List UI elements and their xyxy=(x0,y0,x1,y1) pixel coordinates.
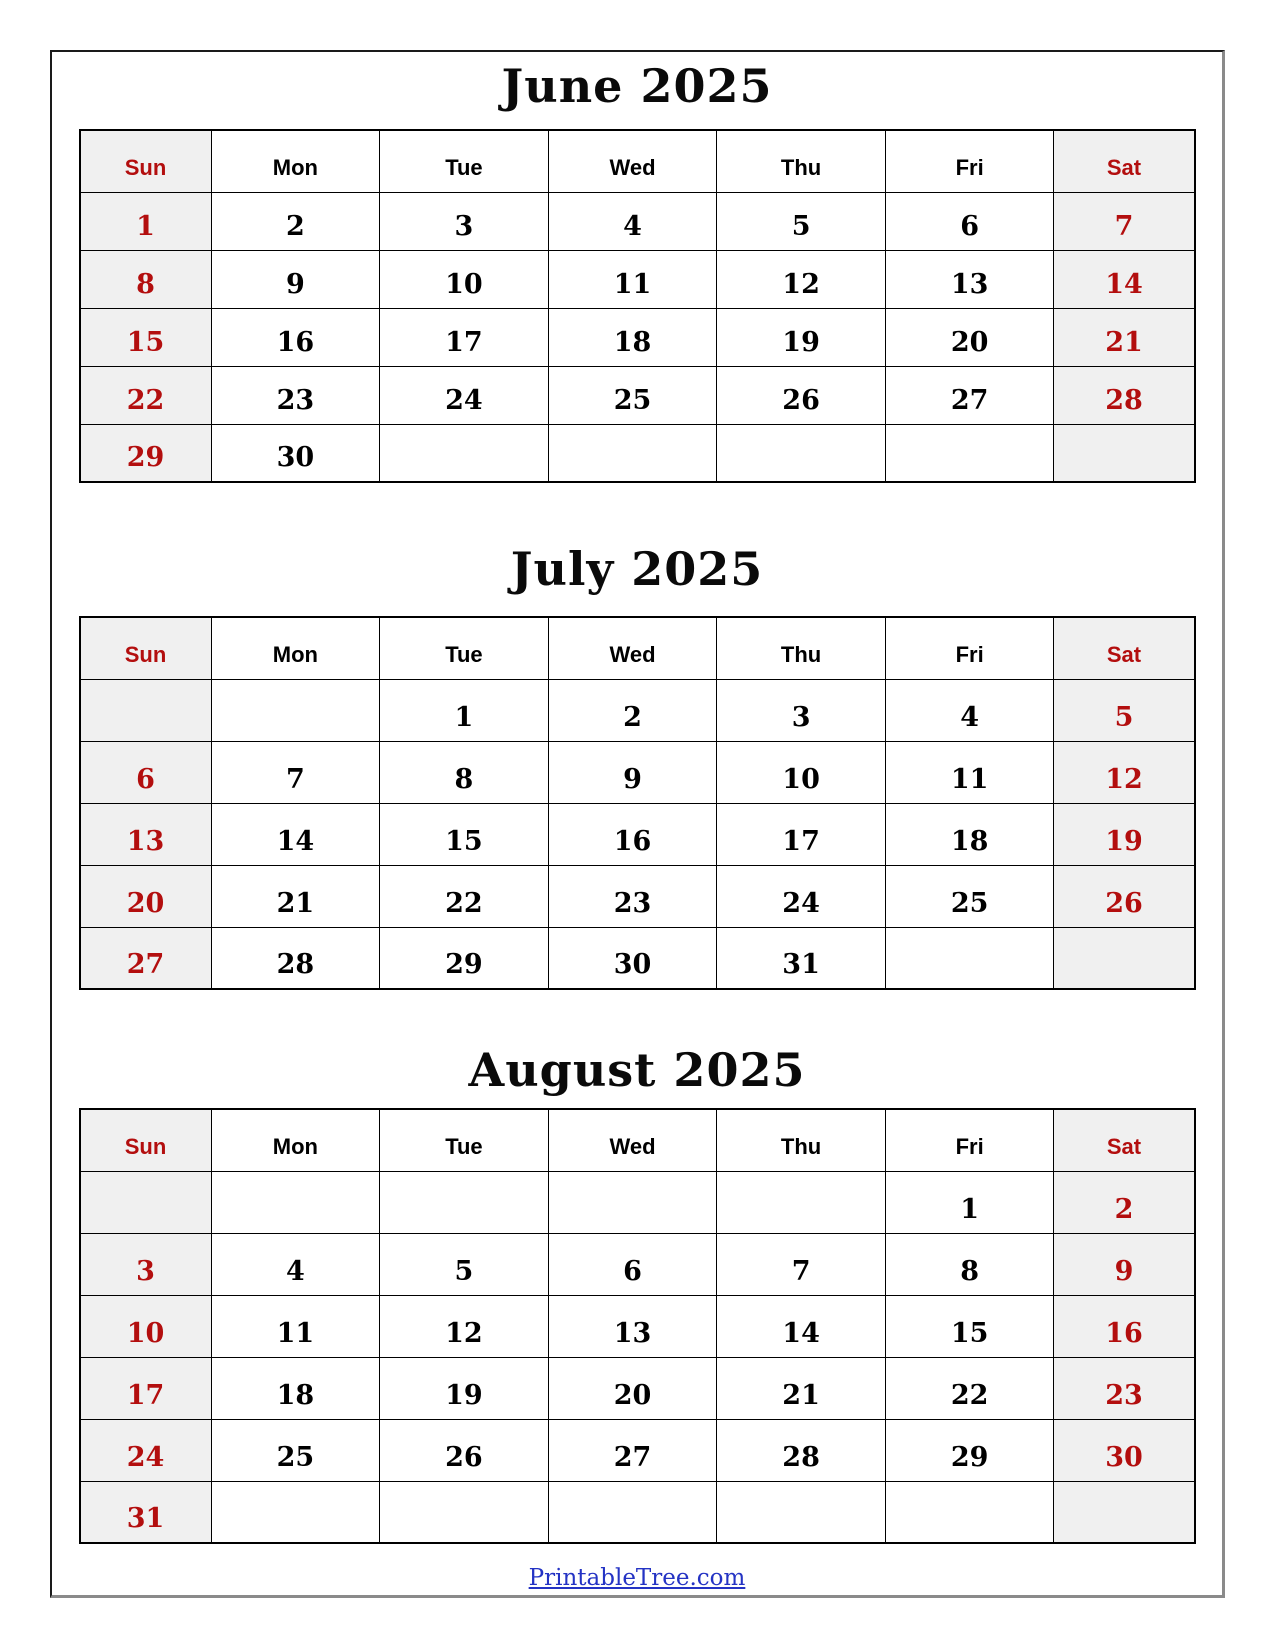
day-cell: 19 xyxy=(717,308,886,366)
day-cell: 30 xyxy=(548,927,717,989)
day-cell: 16 xyxy=(1054,1295,1195,1357)
month-title-august: August 2025 xyxy=(468,1043,806,1097)
day-cell: 2 xyxy=(1054,1171,1195,1233)
day-cell: 23 xyxy=(1054,1357,1195,1419)
weekday-header: Thu xyxy=(717,1109,886,1171)
empty-day-cell xyxy=(548,424,717,482)
weekday-header: Tue xyxy=(380,1109,549,1171)
july-calendar-table xyxy=(79,616,1196,990)
week-row xyxy=(80,1481,1195,1543)
day-cell: 4 xyxy=(885,679,1054,741)
week-row xyxy=(80,1295,1195,1357)
weekday-header-row xyxy=(80,130,1195,192)
day-cell: 7 xyxy=(717,1233,886,1295)
week-row xyxy=(80,865,1195,927)
empty-day-cell xyxy=(885,927,1054,989)
empty-day-cell xyxy=(885,424,1054,482)
day-cell: 28 xyxy=(1054,366,1195,424)
empty-day-cell xyxy=(1054,927,1195,989)
week-row xyxy=(80,1357,1195,1419)
empty-day-cell xyxy=(1054,424,1195,482)
day-cell: 1 xyxy=(80,192,212,250)
day-cell: 23 xyxy=(548,865,717,927)
weekday-header: Fri xyxy=(885,1109,1054,1171)
day-cell: 12 xyxy=(717,250,886,308)
day-cell: 18 xyxy=(548,308,717,366)
day-cell: 27 xyxy=(80,927,212,989)
empty-day-cell xyxy=(80,1171,212,1233)
week-row xyxy=(80,741,1195,803)
day-cell: 21 xyxy=(717,1357,886,1419)
weekday-header: Wed xyxy=(548,1109,717,1171)
day-cell: 3 xyxy=(380,192,549,250)
week-row xyxy=(80,192,1195,250)
day-cell: 14 xyxy=(717,1295,886,1357)
weekday-header: Fri xyxy=(885,130,1054,192)
day-cell: 6 xyxy=(80,741,212,803)
day-cell: 16 xyxy=(211,308,380,366)
day-cell: 14 xyxy=(211,803,380,865)
day-cell: 25 xyxy=(211,1419,380,1481)
day-cell: 26 xyxy=(380,1419,549,1481)
day-cell: 2 xyxy=(211,192,380,250)
weekday-header: Wed xyxy=(548,130,717,192)
week-row xyxy=(80,1171,1195,1233)
weekday-header: Sun xyxy=(80,130,212,192)
weekday-header: Mon xyxy=(211,130,380,192)
empty-day-cell xyxy=(380,1481,549,1543)
day-cell: 23 xyxy=(211,366,380,424)
day-cell: 4 xyxy=(211,1233,380,1295)
day-cell: 3 xyxy=(717,679,886,741)
empty-day-cell xyxy=(885,1481,1054,1543)
footer xyxy=(52,1562,1222,1594)
weekday-header: Sun xyxy=(80,617,212,679)
day-cell: 28 xyxy=(717,1419,886,1481)
day-cell: 17 xyxy=(80,1357,212,1419)
day-cell: 19 xyxy=(380,1357,549,1419)
day-cell: 29 xyxy=(380,927,549,989)
weekday-header-row xyxy=(80,617,1195,679)
weekday-header: Sat xyxy=(1054,1109,1195,1171)
day-cell: 10 xyxy=(80,1295,212,1357)
day-cell: 6 xyxy=(885,192,1054,250)
day-cell: 3 xyxy=(80,1233,212,1295)
day-cell: 28 xyxy=(211,927,380,989)
week-row xyxy=(80,803,1195,865)
empty-day-cell xyxy=(1054,1481,1195,1543)
day-cell: 27 xyxy=(548,1419,717,1481)
day-cell: 1 xyxy=(380,679,549,741)
day-cell: 26 xyxy=(717,366,886,424)
weekday-header: Mon xyxy=(211,1109,380,1171)
day-cell: 30 xyxy=(211,424,380,482)
empty-day-cell xyxy=(211,679,380,741)
day-cell: 6 xyxy=(548,1233,717,1295)
weekday-header: Wed xyxy=(548,617,717,679)
weekday-header: Thu xyxy=(717,130,886,192)
day-cell: 18 xyxy=(885,803,1054,865)
day-cell: 13 xyxy=(80,803,212,865)
empty-day-cell xyxy=(717,1171,886,1233)
day-cell: 8 xyxy=(80,250,212,308)
day-cell: 13 xyxy=(548,1295,717,1357)
day-cell: 7 xyxy=(211,741,380,803)
day-cell: 24 xyxy=(717,865,886,927)
day-cell: 17 xyxy=(380,308,549,366)
weekday-header: Sun xyxy=(80,1109,212,1171)
day-cell: 8 xyxy=(380,741,549,803)
week-row xyxy=(80,927,1195,989)
empty-day-cell xyxy=(548,1171,717,1233)
day-cell: 10 xyxy=(380,250,549,308)
day-cell: 18 xyxy=(211,1357,380,1419)
weekday-header: Tue xyxy=(380,130,549,192)
empty-day-cell xyxy=(380,1171,549,1233)
day-cell: 7 xyxy=(1054,192,1195,250)
printabletree-link[interactable]: PrintableTree.com xyxy=(528,1565,746,1591)
day-cell: 5 xyxy=(717,192,886,250)
weekday-header: Tue xyxy=(380,617,549,679)
day-cell: 2 xyxy=(548,679,717,741)
day-cell: 22 xyxy=(80,366,212,424)
empty-day-cell xyxy=(548,1481,717,1543)
august-calendar-table xyxy=(79,1108,1196,1544)
day-cell: 5 xyxy=(380,1233,549,1295)
weekday-header: Fri xyxy=(885,617,1054,679)
day-cell: 8 xyxy=(885,1233,1054,1295)
page-border-frame xyxy=(50,50,1225,1598)
weekday-header: Sat xyxy=(1054,130,1195,192)
day-cell: 4 xyxy=(548,192,717,250)
week-row xyxy=(80,1233,1195,1295)
day-cell: 25 xyxy=(885,865,1054,927)
day-cell: 25 xyxy=(548,366,717,424)
day-cell: 31 xyxy=(717,927,886,989)
week-row xyxy=(80,424,1195,482)
month-title-july: July 2025 xyxy=(510,542,764,596)
day-cell: 15 xyxy=(80,308,212,366)
day-cell: 15 xyxy=(380,803,549,865)
empty-day-cell xyxy=(211,1481,380,1543)
day-cell: 20 xyxy=(80,865,212,927)
day-cell: 30 xyxy=(1054,1419,1195,1481)
weekday-header: Sat xyxy=(1054,617,1195,679)
day-cell: 20 xyxy=(885,308,1054,366)
day-cell: 5 xyxy=(1054,679,1195,741)
day-cell: 21 xyxy=(211,865,380,927)
day-cell: 10 xyxy=(717,741,886,803)
day-cell: 24 xyxy=(80,1419,212,1481)
day-cell: 29 xyxy=(885,1419,1054,1481)
day-cell: 15 xyxy=(885,1295,1054,1357)
week-row xyxy=(80,308,1195,366)
day-cell: 13 xyxy=(885,250,1054,308)
june-calendar-table xyxy=(79,129,1196,483)
week-row xyxy=(80,366,1195,424)
day-cell: 17 xyxy=(717,803,886,865)
month-title-june: June 2025 xyxy=(501,59,773,113)
day-cell: 11 xyxy=(548,250,717,308)
day-cell: 12 xyxy=(380,1295,549,1357)
week-row xyxy=(80,1419,1195,1481)
day-cell: 9 xyxy=(211,250,380,308)
empty-day-cell xyxy=(717,1481,886,1543)
weekday-header: Mon xyxy=(211,617,380,679)
week-row xyxy=(80,250,1195,308)
day-cell: 11 xyxy=(885,741,1054,803)
day-cell: 12 xyxy=(1054,741,1195,803)
day-cell: 24 xyxy=(380,366,549,424)
weekday-header: Thu xyxy=(717,617,886,679)
empty-day-cell xyxy=(211,1171,380,1233)
day-cell: 9 xyxy=(548,741,717,803)
empty-day-cell xyxy=(380,424,549,482)
day-cell: 22 xyxy=(885,1357,1054,1419)
empty-day-cell xyxy=(717,424,886,482)
day-cell: 22 xyxy=(380,865,549,927)
day-cell: 1 xyxy=(885,1171,1054,1233)
day-cell: 19 xyxy=(1054,803,1195,865)
day-cell: 20 xyxy=(548,1357,717,1419)
day-cell: 21 xyxy=(1054,308,1195,366)
day-cell: 9 xyxy=(1054,1233,1195,1295)
day-cell: 16 xyxy=(548,803,717,865)
day-cell: 26 xyxy=(1054,865,1195,927)
day-cell: 11 xyxy=(211,1295,380,1357)
day-cell: 31 xyxy=(80,1481,212,1543)
day-cell: 29 xyxy=(80,424,212,482)
empty-day-cell xyxy=(80,679,212,741)
weekday-header-row xyxy=(80,1109,1195,1171)
day-cell: 27 xyxy=(885,366,1054,424)
week-row xyxy=(80,679,1195,741)
day-cell: 14 xyxy=(1054,250,1195,308)
